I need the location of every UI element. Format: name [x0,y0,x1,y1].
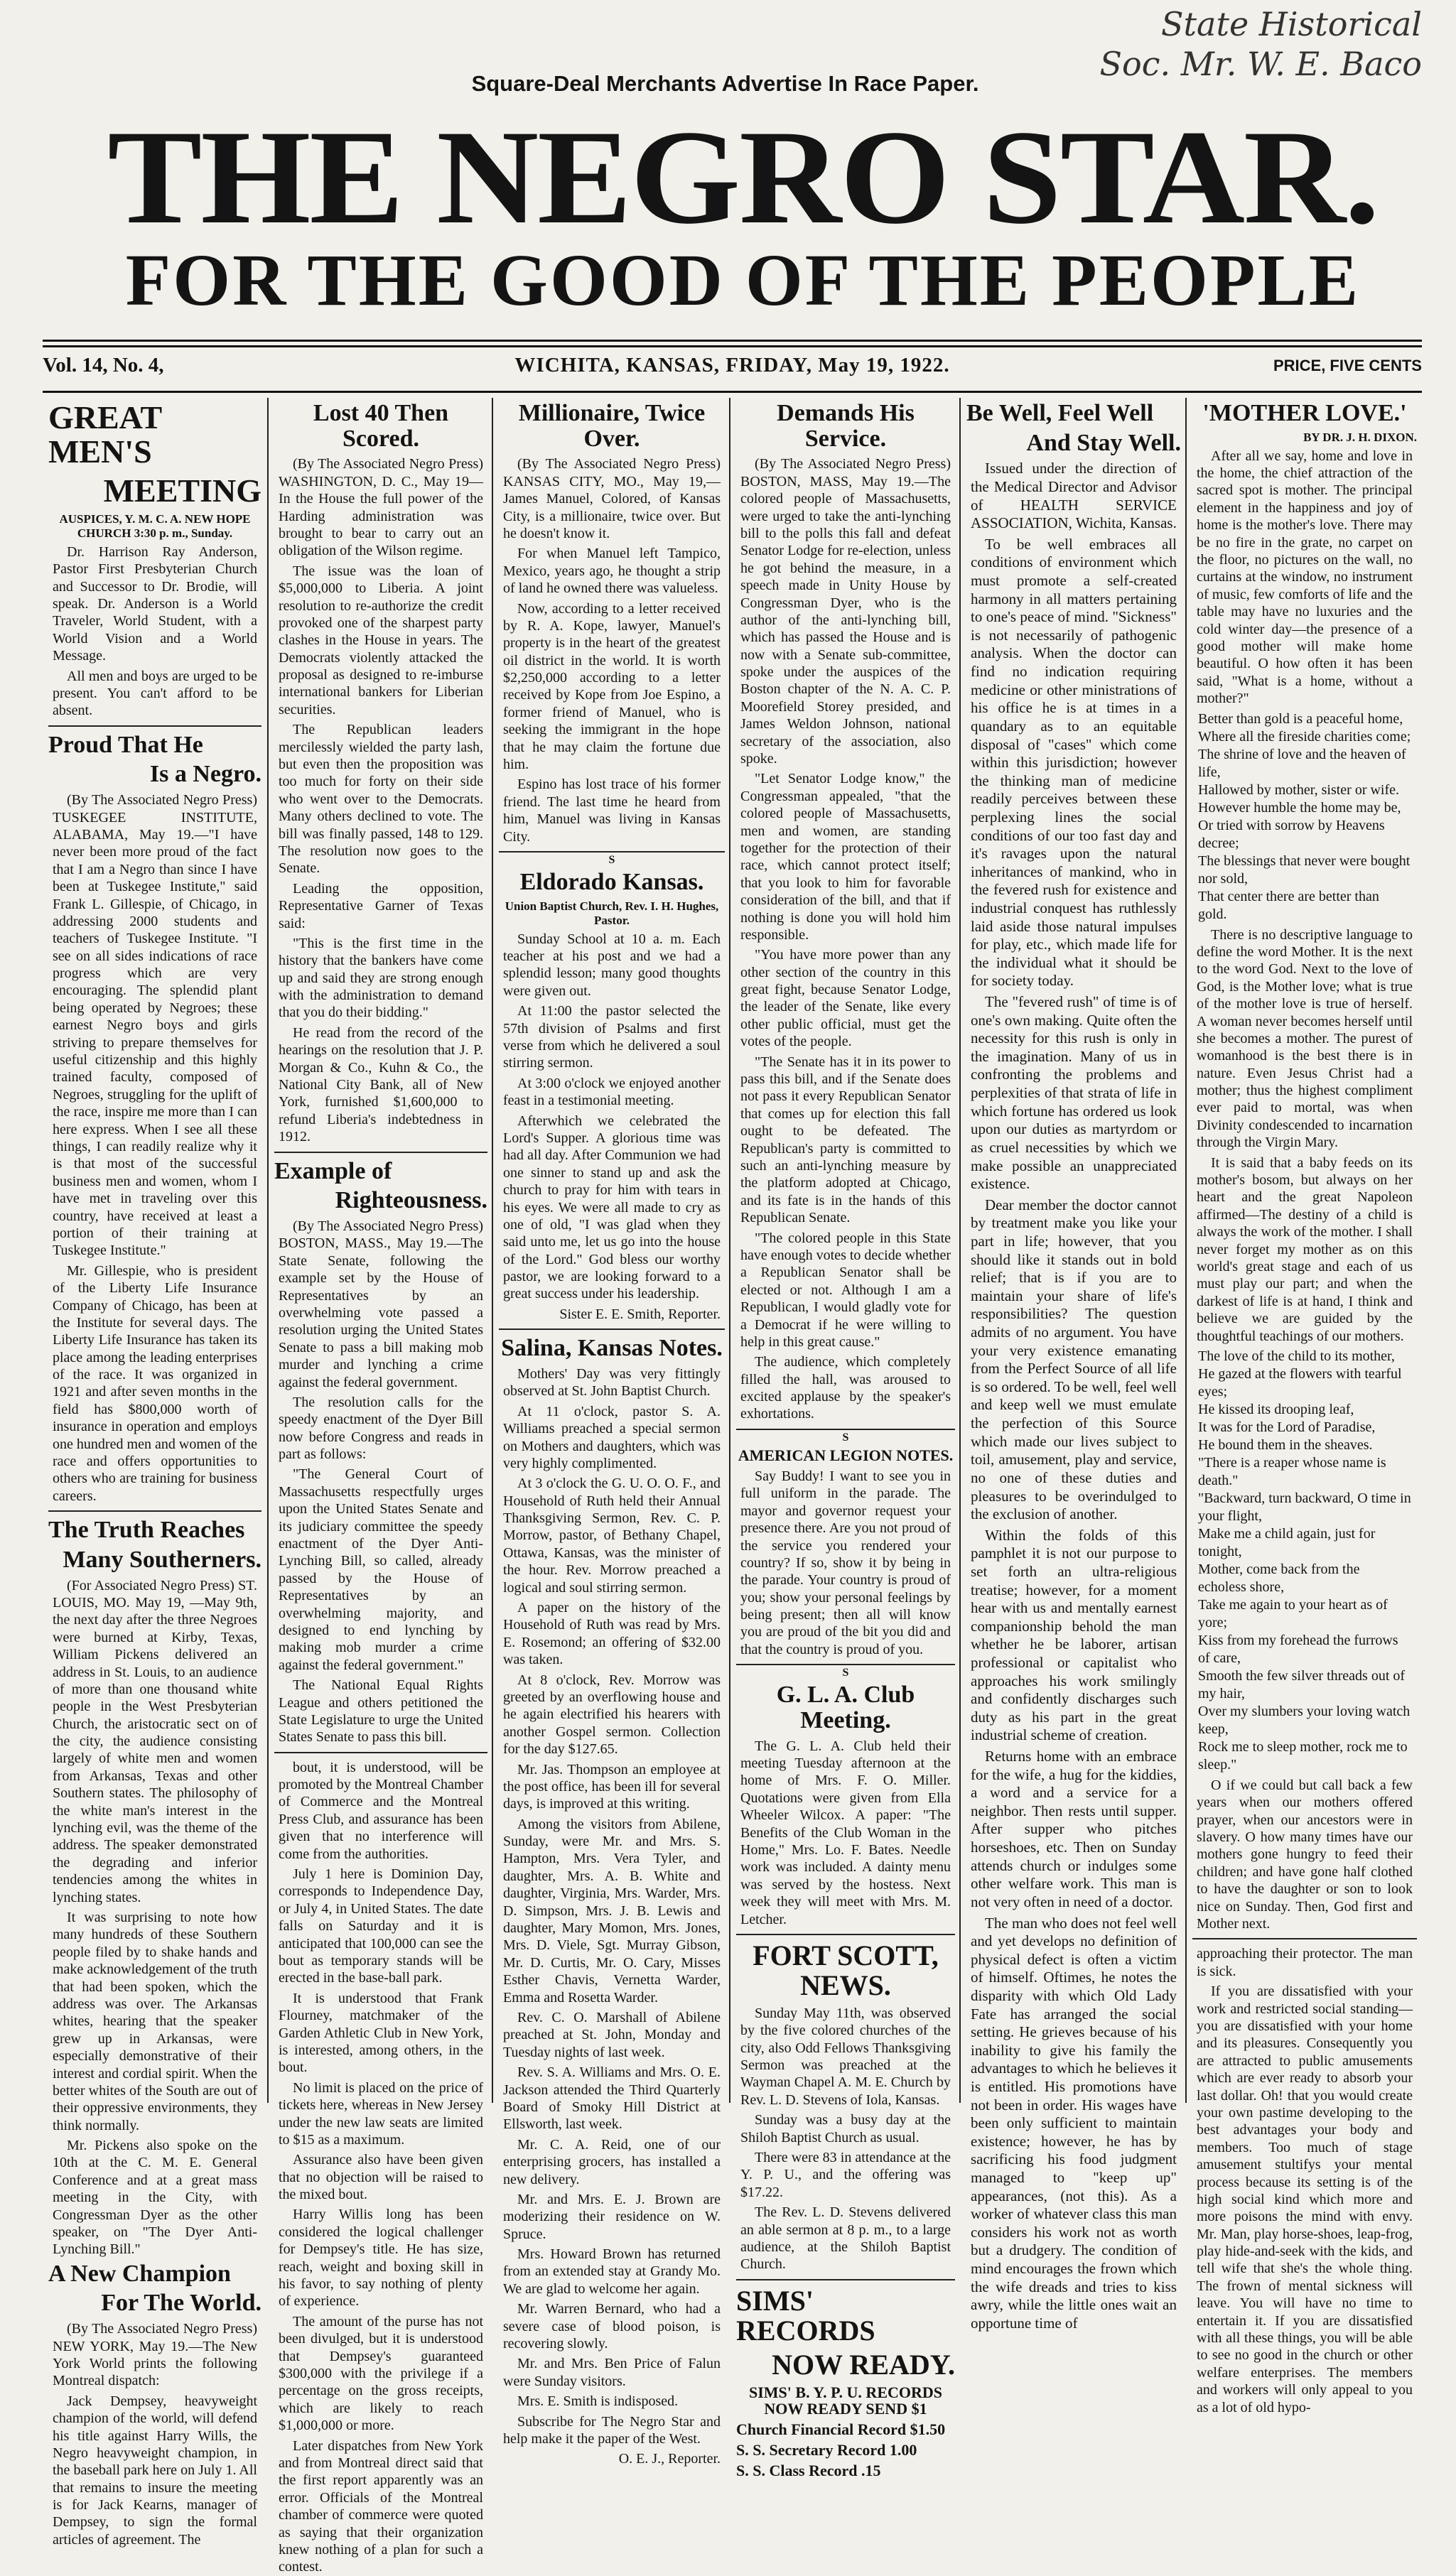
paragraph: It was surprising to note how many hundreds of these Southern people filed by to shake hands and make acknowledgement of the truth that had been spoken, which the address was over. The Arkansas whites, hearing that the speaker grew up in Arkansas, were especially demonstrative of their interest and cordial spirit. When the better whites of the South are out of their oppressive environments, they think normally. [53,1909,257,2133]
paragraph: (By The Associated Negro Press) NEW YORK, May 19.—The New York World prints the following Montreal dispatch: [53,2321,257,2389]
paragraph: No limit is placed on the price of tickets here, whereas in New Jersey under the new law seats are limited to $15 as a maximum. [279,2079,483,2148]
headline: Lost 40 Then Scored. [313,400,449,452]
paragraph: Issued under the direction of the Medical Director and Advisor of HEALTH SERVICE ASSOCIATION, Wichita, Kansas. [971,460,1177,532]
headline: For The World. [101,2290,261,2317]
reporter-signature: Sister E. E. Smith, Reporter. [559,1306,721,1322]
headline: Demands His Service. [777,400,915,452]
paragraph: Dear member the doctor cannot by treatment make you like your part in life; however, that you should like it stands out in bold relief; that is if you are to maintain your share of life's responsibilities? The question admits of no argument. You have your very existence emanating from the Perfect Source of all life is so ordered. To be well, feel well and keep well we must emulate the perfection of this Source which made our lives subject to toil, amusement, play and service, no one of these duties and pleasures to be overindulged to the exclusion of another. [971,1196,1177,1523]
paragraph: Subscribe for The Negro Star and help make it the paper of the West. [503,2413,721,2447]
paragraph: "The General Court of Massachusetts respectfully urges upon the United States Senate and its judiciary committee the speedy enactment of the Dyer Anti-Lynching Bill, so called, already passed by the House of Representatives by an overwhelming majority, and designed to end lynching by making mob murder a crime against the federal government." [279,1466,483,1673]
paragraph: Assurance also have been given that no objection will be raised to the mixed bout. [279,2152,483,2203]
paragraph: Dr. Harrison Ray Anderson, Pastor First Presbyterian Church and Successor to Dr. Brodie, will speak. Dr. Anderson is a World Traveler, World Student, with a World Vision and a World Message. [53,543,257,664]
paragraph: "The Senate has it in its power to pass this bill, and if the Senate does not pass it every Republican Senator that comes up for election this fall ought to be defeated. The Republican's party is committed to such an anti-lynching measure by the platform adopted at Chicago, and its fate is in the hands of this Republican Senate. [740,1054,951,1226]
ad-line: Church Financial Record $1.50 [736,2420,946,2438]
paragraph: (For Associated Negro Press) ST. LOUIS, MO. May 19, —May 9th, the next day after the three Negroes were burned at Kirby, Texas, William Pickens delivered an address in St. Louis, to an audience of more than one thousand white people in the West Presbyterian Church, the aristocratic sect on of the city, the audience consisting largely of white men and women from Arkansas, Texas and other Southern states. The philosophy of the white man's interest in the lynching evil, was the theme of the address. The speaker demonstrated the degrading and inferior tendencies among the whites in lynching states. [53,1577,257,1905]
paragraph: Harry Willis long has been considered the logical challenger for Dempsey's title. He has size, reach, weight and boxing skill in his favor, to say nothing of plenty of experience. [279,2207,483,2310]
paragraph: It is understood that Frank Flourney, matchmaker of the Garden Athletic Club in New York, is interested, among others, in the bout. [279,1990,483,2076]
headline: Proud That He [48,731,203,758]
paragraph: The amount of the purse has not been divulged, but it is understood that Dempsey's guaranteed $300,000 with the privilege if a percentage on the gross receipts, which are likely to reach $1,000,000 or more. [279,2313,483,2434]
paragraph: At 3 o'clock the G. U. O. O. F., and Household of Ruth held their Annual Thanksgiving Sermon, Rev. C. P. Morrow, pastor, of Bethany Chapel, Ottawa, Kansas, was the minister of the hour. Rev. Morrow preached a logical and soul stirring sermon. [503,1476,721,1596]
paragraph: bout, it is understood, will be promoted by the Montreal Chamber of Commerce and the Montreal Press Club, and assurance has been given that no interference will come from the authorities. [279,1759,483,1862]
paragraph: Jack Dempsey, heavyweight champion of the world, will defend his title against Harry Wills, the Negro heavyweight champion, in the baseball park here on July 1. All that remains to insure the meeting is for Jack Kearns, manager of Dempsey, to sign the formal articles of agreement. The [53,2393,257,2548]
dateline [43,354,1422,386]
headline: The Truth Reaches [48,1517,245,1544]
paragraph: July 1 here is Dominion Day, corresponds to Independence Day, or July 4, in United States. The date falls on Saturday and it is anticipated that 100,000 can see the bout as temporary stands will be erected in the base-ball park. [279,1866,483,1986]
masthead-rule-bottom [43,345,1422,347]
masthead-motto: FOR THE GOOD OF THE PEOPLE [125,239,1361,321]
paragraph: Among the visitors from Abilene, Sunday, were Mr. and Mrs. S. Hampton, Mrs. Vera Tyler, and daughter, Mrs. A. B. White and daughter, Virginia, Mrs. Warder, Mrs. D. Simpson, Mrs. J. B. Lewis and daughter, Mary Momon, Mrs. Jones, Mrs. D. Viele, Sgt. Murray Gibson, Mr. D. Curtis, Mr. O. Cary, Misses Esther Chavis, Vernetta Warder, Emma and Rosetta Warder. [503,1816,721,2006]
paragraph: The "fevered rush" of time is of one's own making. Quite often the necessity for this rush is only in the imagination. Many of us in confronting the problems and perplexities of that strata of life in which fortune has ordered us look upon our duties as martyrdom or as cruel necessities by which we make possible an unappreciated existence. [971,993,1177,1193]
price: PRICE, FIVE CENTS [1273,357,1422,374]
news-columns [43,398,1421,2575]
paragraph: (By The Associated Negro Press) BOSTON, MASS, May 19.—The colored people of Massachusetts, were urged to take the anti-lynching bill to the polls this fall and defeat Senator Lodge for re-election, unless he got behind the measure, in a speech made in Unity House by Congressman Dyer, who is the author of the anti-lynching bill, which has passed the House and is now with a Senate sub-committee, spoke under the auspices of the Boston chapter of the N. A. C. P. Moorefield Storey presided, and James Weldon Johnson, national secretary of the association, also spoke. [740,456,951,767]
paragraph: The man who does not feel well and yet develops no definition of physical defect is often a victim of himself. Oftimes, he notes the disparity with which Old Lady Fate has arranged the social setting. He grieves because of his inability to give his family the advantages to which he believes it is entitled. His promotions have not been in order. His wages have been only sufficient to maintain existence; however, he has by sacrificing his food judgment managed to "keep up" appearances, (not this). As a worker of whatever class this man considers his work not as worth but a drudgery. The condition of mind encourages the frown which the wife dreads and tries to kiss awry, while the little ones wait an opportune time of [971,1914,1177,2332]
headline: Millionaire, Twice Over. [518,400,706,452]
poem: The love of the child to its mother, He gazed at the flowers with tearful eyes; He kissed its drooping leaf, It was for the Lord of Paradise, He bound them in the sheaves. "There is a reaper whose name is death." "Backward, turn backward, O time in your flight, Make me a child again, just for tonight, Mother, come back from the echoless shore, Take me again to your heart as of yore; Kiss from my forehead the furrows of care, Smooth the few silver threads out of my hair, Over my slumbers your loving watch keep, Rock me to sleep mother, rock me to sleep." [1198,1348,1411,1773]
paragraph: Say Buddy! I want to see you in full uniform in the parade. The mayor and governor request your presence there. Are you not proud of the service you rendered your country? If so, show it by being in the parade. Your country is proud of you; show your personal feelings by being present; then all will know you are proud of the bit you did and that the country is proud of you. [740,1468,951,1657]
paragraph: Sunday School at 10 a. m. Each teacher at his post and we had a splendid lesson; many good thoughts were given out. [503,931,721,999]
headline: 'MOTHER LOVE.' [1202,400,1407,426]
paragraph: Mr. and Mrs. Ben Price of Falun were Sunday visitors. [503,2356,721,2389]
paragraph: Afterwhich we celebrated the Lord's Supper. A glorious time was had all day. After Communion we had one sinner to stand up and ask the church to pray for him with tears in his eyes. We were all made to cry as one of old, "I was glad when they said unto me, let us go into the house of the Lord." God bless our worthy pastor, we are looking forward to a great success under his leadership. [503,1113,721,1302]
masthead [64,103,1422,327]
subhead: Union Baptist Church, Rev. I. H. Hughes, Pastor. [505,899,719,927]
paragraph: It is said that a baby feeds on its mother's bosom, but always on her heart and the great Napoleon affirmed—The destiny of a child is always the work of the mother. I shall never forget my mother as on this world's great stage and each of us must play our part; and when the darkest of life is at hand, I think and believe we are guided by the thoughtful teachings of our mothers. [1197,1154,1413,1344]
column-2 [267,398,493,2575]
paragraph: At 3:00 o'clock we enjoyed another feast in a testimonial meeting. [503,1075,721,1109]
paragraph: He read from the record of the hearings on the resolution that J. P. Morgan & Co., Kuhn & Co., the National City Bank, all of New York, furnished $1,600,000 to refund Liberia's indebtedness in 1912. [279,1024,483,1145]
paragraph: Espino has lost trace of his former friend. The last time he heard from him, Manuel was living in Kansas City. [503,776,721,845]
paragraph: Rev. S. A. Williams and Mrs. O. E. Jackson attended the Third Quarterly Board of Smoky Hill District at Ellsworth, last week. [503,2064,721,2133]
headline: And Stay Well. [1026,429,1181,456]
poem: Better than gold is a peaceful home, Where all the fireside charities come; The shrine of love and the heaven of life, Hallowed by mother, sister or wife. However humble the home may be, Or tried with sorrow by Heavens decree; The blessings that never were bought nor sold, That center there are better than gold. [1198,710,1411,922]
paragraph: Returns home with an embrace for the wife, a hug for the kiddies, a word and a service for a neighbor. Then rests until supper. After supper who pitches horseshoes, etc. Then on Sunday attends church or indulges some other welfare work. This man is not very often in need of a doctor. [971,1748,1177,1910]
paragraph: approaching their protector. The man is sick. [1197,1946,1413,1979]
headline: NOW READY. [772,2348,955,2381]
paragraph: Mrs. E. Smith is indisposed. [517,2393,679,2410]
volume-number: Vol. 14, No. 4, [43,354,164,377]
archive-signature: State Historical Soc. Mr. W. E. Baco [1099,5,1422,83]
subhead: AUSPICES, Y. M. C. A. NEW HOPE CHURCH 3:30 p. m., Sunday. [59,512,251,540]
paragraph: The National Equal Rights League and others petitioned the State Legislature to urge the United States Senate to pass this bill. [279,1677,483,1746]
tagline: Square-Deal Merchants Advertise In Race Paper. [471,71,979,96]
column-4 [729,398,961,2480]
paragraph: Leading the opposition, Representative Garner of Texas said: [279,880,483,931]
paragraph: (By The Associated Negro Press) KANSAS CITY, MO., May 19,— James Manuel, Colored, of Kansas City, is a millionaire, twice over. But he doesn't know it. [503,456,721,541]
masthead-title: THE NEGRO STAR. [107,103,1379,252]
paragraph: Mr. Pickens also spoke on the 10th at the C. M. E. General Conference and at a great mass meeting in the City, with Congressman Dyer as the other speaker, on "The Dyer Anti-Lynching Bill." [53,2138,257,2258]
reporter-signature: O. E. J., Reporter. [618,2451,721,2467]
byline: BY DR. J. H. DIXON. [1303,430,1417,444]
paragraph: "This is the first time in the history that the bankers have come up and said they are strong enough with the administration to demand that you do their bidding." [279,935,483,1021]
paragraph: There is no descriptive language to define the word Mother. It is the next to the word God. Next to the love of God, is the Mother love; what is true of the mother love is true of herself. A woman never becomes herself until she becomes a mother. The purest of womanhood is the best there is in nature. Even Jesus Christ had a mother; thus the highest compliment ever paid to mortal, was when Divinity condescended to incarnation through the Virgin Mary. [1197,926,1413,1151]
headline: G. L. A. Club Meeting. [776,1682,915,1733]
headline: AMERICAN LEGION NOTES. [738,1446,954,1464]
paragraph: Sunday May 11th, was observed by the five colored churches of the city, also Odd Fellows Thanksgiving Sermon was preached at the Wayman Chapel A. M. E. Church by Rev. L. D. Stevens of Iola, Kansas. [740,2005,951,2108]
paragraph: Mothers' Day was very fittingly observed at St. John Baptist Church. [503,1365,721,1400]
column-5 [959,398,1187,2332]
paragraph: Sunday was a busy day at the Shiloh Baptist Church as usual. [740,2112,951,2145]
paragraph: Mr. Warren Bernard, who had a severe case of blood poison, is recovering slowly. [503,2301,721,2352]
headline: Be Well, Feel Well [966,400,1154,426]
paragraph: A paper on the history of the Household of Ruth was read by Mrs. E. Rosemond; an offering of $32.00 was taken. [503,1600,721,1668]
paragraph: Now, according to a letter received by R. A. Kope, lawyer, Manuel's property is in the heart of the greatest oil district in the world. It is worth $2,250,000 according to a letter received by Kope from Joe Espino, a former friend of Manuel, who is seeking the immigrant in the hope that he may claim the fortune due him. [503,600,721,773]
paragraph: At 11:00 the pastor selected the 57th division of Psalms and first verse from which he delivered a soul stirring sermon. [503,1003,721,1071]
separator: S [499,851,725,867]
paragraph: The audience, which completely filled the hall, was aroused to excited applause by the speaker's exhortations. [740,1354,951,1422]
paragraph: Mr. Gillespie, who is president of the Liberty Life Insurance Company of Chicago, has been at the Institute for several days. The Liberty Life Insurance has taken its place among the leading enterprises of the race. It was organized in 1921 and after seven months in the field has $800,000 worth of insurance in operation and employs one hundred men and women of the race and offers opportunities to others who are training for business careers. [53,1262,257,1504]
ad-line: S. S. Class Record .15 [736,2462,881,2480]
headline: Salina, Kansas Notes. [501,1335,723,1362]
paragraph: The Rev. L. D. Stevens delivered an able sermon at 8 p. m., to a large audience, at the Shiloh Baptist Church. [740,2204,951,2273]
headline: Is a Negro. [149,761,261,788]
paragraph: The issue was the loan of $5,000,000 to Liberia. A joint resolution to re-authorize the credit provoked one of the sharpest party clashes in the House in years. The Democrats violently attacked the proposal as designed to re-imburse international bankers for Liberian securities. [279,563,483,718]
paragraph: There were 83 in attendance at the Y. P. U., and the offering was $17.22. [740,2150,951,2200]
masthead-rule-top [43,340,1422,342]
ad-line: SIMS' B. Y. P. U. RECORDS NOW READY SEND $1 [748,2383,942,2418]
paragraph: To be well embraces all conditions of environment which must promote a self-created harmony in all matters pertaining to one's peace of mind. "Sickness" is not necessarily of pathogenic analysis. When the doctor can find no indication requiring medicine or other ministrations of his office he is at times in a quandary as to an equitable disposal of "cases" which come within this jurisdiction; however the thinking man of medicine readily perceives between these perplexing lines the social conditions of our too fast day and it's ravages upon the natural inheritances of mankind, who in the fevered rush for existence and industrial conquest has ruthlessly laid aside those natural impulses for play, etc., which made life for the individual what it should be for society today. [971,535,1177,990]
headline: Eldorado Kansas. [519,868,704,895]
paragraph: (By The Associated Negro Press) WASHINGTON, D. C., May 19—In the House the full power of the Harding administration was brought to bear to carry out an obligation of the Wilson regime. [279,456,483,559]
paragraph: For when Manuel left Tampico, Mexico, years ago, he thought a strip of land he owned there was valueless. [503,546,721,597]
paragraph: (By The Associated Negro Press) TUSKEGEE INSTITUTE, ALABAMA, May 19.—"I have never been more proud of the fact that I am a Negro than since I have been at Tuskegee Institute," said Frank L. Gillespie, of Chicago, in addressing 2000 students and teachers of Tuskegee Institute. "I see on all sides indications of race progress which are very encouraging. The splendid plant being operated by Negroes; these earnest Negro boys and girls striving to prepare themselves for useful citizenship and this highly trained faculty, composed of Negroes, struggling for the uplift of the race, inspire me more than I can here express. When I see all these things, I can readily realize why it is that most of the successful business men and women, whom I have met in traveling over this country, have received at least a portion of their training at Tuskegee Institute." [53,792,257,1259]
paragraph: The resolution calls for the speedy enactment of the Dyer Bill now before Congress and reads in part as follows: [279,1394,483,1463]
paragraph: Rev. C. O. Marshall of Abilene preached at St. John, Monday and Tuesday nights of last week. [503,2010,721,2060]
place-date: WICHITA, KANSAS, FRIDAY, May 19, 1922. [514,354,950,377]
paragraph: Later dispatches from New York and from Montreal direct said that the first report apparently was an error. Officials of the Montreal chamber of commerce were quoted as saying that their organization knew nothing of a plan for such a contest. [279,2437,483,2575]
dateline-rule [43,391,1422,393]
column-6 [1185,398,1423,2415]
paragraph: If you are dissatisfied with your work and restricted social standing—you are dissatisfied with your home and its pleasures. Consequently you are attracted to public amusements which are ever ready to absorb your last dollar. Oh! that you would create your own pastime developing to the best advantages your body and members. Too much of stage amusement stultifys your mental process because its setting is of the high social kind which more and more poisons the mind with envy. Mr. Man, play horse-shoes, leap-frog, play hide-and-seek with the kids, and tell wife that she's the whole thing. The frown of mental sickness will leave. You will have no time to entertain it. If you are dissatisfied with all these things, you will be able to see no good in the church or other welfare enterprises. The members and workers will only appeal to you as a lot of old hypo- [1197,1984,1413,2415]
paragraph: (By The Associated Negro Press) BOSTON, MASS., May 19.—The State Senate, following the example set by the House of Representatives by an overwhelming vote passed a resolution urging the United States Senate to pass a bill making mob murder and lynching a crime against the federal government. [279,1218,483,1390]
paragraph: Mr. Jas. Thompson an employee at the post office, has been ill for several days, is improved at this writing. [503,1761,721,1812]
paragraph: O if we could but call back a few years when our mothers offered prayer, when our ancestors were in slavery. O how many times have our mothers gone hungry to feed their children; and have gone half clothed to have the daughter or son to look nice on Sunday. Then, God first and Mother next. [1197,1777,1413,1932]
headline: Righteousness. [335,1187,487,1214]
paragraph: After all we say, home and love in the home, the chief attraction of the sacred spot is mother. The principal element in the happiness and joy of home is the mother's love. There may be no fire in the grate, no carpet on the floor, no pictures on the wall, no curtains at the window, no instrument of music, few comforts of life and the table may have no luxuries and the cold winter day—the presence of a good mother will make home beautiful. O how often it has been said, "What is a home, without a mother?" [1197,448,1413,707]
paragraph: Mr. C. A. Reid, one of our enterprising grocers, has installed a new delivery. [503,2136,721,2187]
paragraph: Mr. and Mrs. E. J. Brown are moderizing their residence on W. Spruce. [503,2191,721,2242]
ad-line: S. S. Secretary Record 1.00 [736,2441,917,2459]
separator: S [736,1429,955,1444]
paragraph: The Republican leaders mercilessly wielded the party lash, but even then the proposition was too much for forty on their side who went over to the Democrats. Many others declined to vote. The bill was finally passed, 148 to 129. The resolution now goes to the Senate. [279,722,483,877]
headline: GREAT MEN'S [48,399,162,470]
column-1 [43,398,267,2548]
headline: Many Southerners. [63,1546,261,1573]
paragraph: At 8 o'clock, Rev. Morrow was greeted by an overflowing house and he again electrified his hearers with another Gospel sermon. Collection for the day $127.65. [503,1672,721,1758]
headline: SIMS' RECORDS [736,2284,875,2347]
headline: FORT SCOTT, NEWS. [753,1939,939,2001]
headline: A New Champion [48,2260,231,2287]
paragraph: The G. L. A. Club held their meeting Tuesday afternoon at the home of Mrs. F. O. Miller. Quotations were given from Ella Wheeler Wilcox. A paper: "The Benefits of the Club Woman in the Home," Mrs. Lo. F. Bates. Needle work was included. A dainty menu was served by the hostess. Next week they will meet with Mrs. M. Letcher. [740,1738,951,1927]
paragraph: Mrs. Howard Brown has returned from an extended stay at Grandy Mo. We are glad to welcome her again. [503,2246,721,2297]
separator: S [736,1664,955,1679]
headline: MEETING [103,472,261,509]
paragraph: All men and boys are urged to be present. You can't afford to be absent. [53,668,257,719]
headline: Example of [274,1157,392,1184]
paragraph: At 11 o'clock, pastor S. A. Williams preached a special sermon on Mothers and daughters, which was very highly complimented. [503,1403,721,1471]
column-3 [492,398,730,2467]
paragraph: Within the folds of this pamphlet it is not our purpose to set forth an ultra-religious treatise; however, for a moment hear with us and mentally earnest companionship behold the man whether he be laborer, artisan professional or capitalist who approaches his work smilingly and confidently discharges such duty as his part in the great industrial scheme of creation. [971,1526,1177,1744]
paragraph: "The colored people in this State have enough votes to decide whether a Republican Senator shall be elected or not. Although I am a Republican, I would gladly vote for a Democrat if he were willing to help in this great cause." [740,1230,951,1350]
paragraph: "You have more power than any other section of the country in this great fight, because Senator Lodge, the leader of the Senate, like every other public official, must get the votes of the people. [740,947,951,1050]
paragraph: "Let Senator Lodge know," the Congressman appealed, "that the colored people of Massachusetts, men and women, are standing together for the protection of their race, which cannot protect itself; that you look to him for favorable consideration of the bill, and that if nothing is done you will hold him responsible. [740,771,951,943]
